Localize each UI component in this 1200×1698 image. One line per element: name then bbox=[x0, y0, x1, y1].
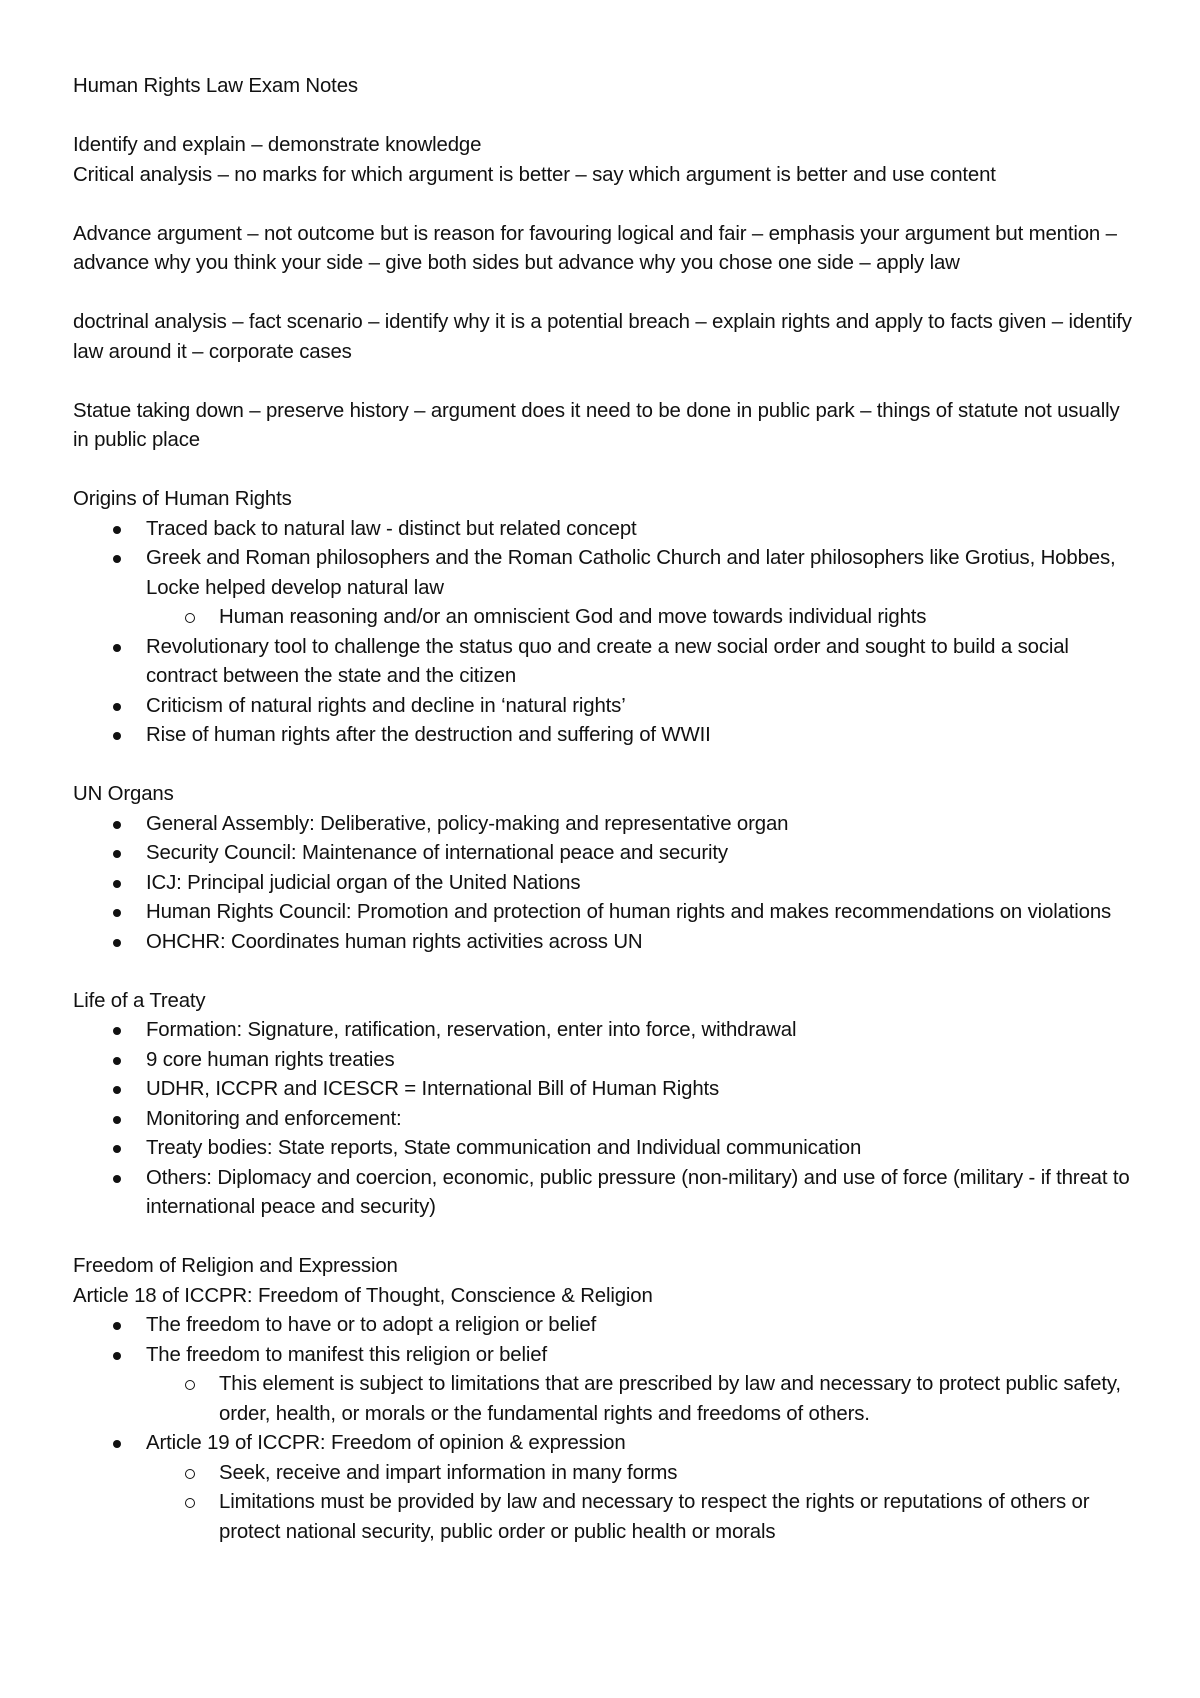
list-item: Greek and Roman philosophers and the Roman Catholic Church and later philosophers like Grotius, Hobbes, Locke helped develop natural law bbox=[73, 544, 1133, 603]
list-item: Treaty bodies: State reports, State communication and Individual communication bbox=[73, 1134, 1133, 1164]
list-item: Others: Diplomacy and coercion, economic, public pressure (non-military) and use of force (military - if threat to international peace and security) bbox=[73, 1164, 1133, 1223]
spacer bbox=[73, 102, 1133, 132]
list-item: Revolutionary tool to challenge the status quo and create a new social order and sought to build a social contract between the state and the citizen bbox=[73, 633, 1133, 692]
list-item: General Assembly: Deliberative, policy-making and representative organ bbox=[73, 810, 1133, 840]
list-item: Human Rights Council: Promotion and protection of human rights and makes recommendations on violations bbox=[73, 898, 1133, 928]
document-page bbox=[73, 72, 1133, 1547]
list-item: Rise of human rights after the destruction and suffering of WWII bbox=[73, 721, 1133, 751]
list-item: OHCHR: Coordinates human rights activities across UN bbox=[73, 928, 1133, 958]
list-item: The freedom to have or to adopt a religion or belief bbox=[73, 1311, 1133, 1341]
list-item: Article 19 of ICCPR: Freedom of opinion & expression bbox=[73, 1429, 1133, 1459]
list-item: 9 core human rights treaties bbox=[73, 1046, 1133, 1076]
sub-list-item: This element is subject to limitations that are prescribed by law and necessary to protect public safety, order, health, or morals or the fundamental rights and freedoms of others. bbox=[73, 1370, 1133, 1429]
spacer bbox=[73, 456, 1133, 486]
un-organs-heading: UN Organs bbox=[73, 783, 174, 805]
un-organs-list bbox=[73, 810, 1133, 958]
religion-heading: Freedom of Religion and Expression bbox=[73, 1255, 398, 1277]
spacer bbox=[73, 957, 1133, 987]
spacer bbox=[73, 1223, 1133, 1253]
religion-subheading: Article 18 of ICCPR: Freedom of Thought, Conscience & Religion bbox=[73, 1284, 653, 1307]
treaty-list bbox=[73, 1016, 1133, 1223]
list-item: Formation: Signature, ratification, reservation, enter into force, withdrawal bbox=[73, 1016, 1133, 1046]
origins-list bbox=[73, 515, 1133, 751]
list-item: ICJ: Principal judicial organ of the United Nations bbox=[73, 869, 1133, 899]
spacer bbox=[73, 190, 1133, 220]
doctrinal-analysis-paragraph: doctrinal analysis – fact scenario – identify why it is a potential breach – explain rights and apply to facts given – identify law around it – corporate cases bbox=[73, 311, 1132, 363]
origins-heading: Origins of Human Rights bbox=[73, 488, 292, 510]
list-item: UDHR, ICCPR and ICESCR = International Bill of Human Rights bbox=[73, 1075, 1133, 1105]
statue-paragraph: Statue taking down – preserve history – argument does it need to be done in public park – things of statute not usually in public place bbox=[73, 399, 1120, 451]
intro-line-1: Identify and explain – demonstrate knowledge bbox=[73, 134, 482, 156]
sub-list-item: Seek, receive and impart information in many forms bbox=[73, 1459, 1133, 1489]
intro-line-2: Critical analysis – no marks for which argument is better – say which argument is better and use content bbox=[73, 163, 996, 186]
sub-list-item: Limitations must be provided by law and necessary to respect the rights or reputations of others or protect national security, public order or public health or morals bbox=[73, 1488, 1133, 1547]
spacer bbox=[73, 751, 1133, 781]
religion-list bbox=[73, 1311, 1133, 1547]
list-item: Security Council: Maintenance of international peace and security bbox=[73, 839, 1133, 869]
spacer bbox=[73, 279, 1133, 309]
list-item: The freedom to manifest this religion or belief bbox=[73, 1341, 1133, 1371]
list-item: Traced back to natural law - distinct but related concept bbox=[73, 515, 1133, 545]
sub-list-item: Human reasoning and/or an omniscient God and move towards individual rights bbox=[73, 603, 1133, 633]
advance-argument-paragraph: Advance argument – not outcome but is reason for favouring logical and fair – emphasis your argument but mention – advance why you think your side – give both sides but advance why you chose one side – apply law bbox=[73, 222, 1117, 274]
list-item: Criticism of natural rights and decline in ‘natural rights’ bbox=[73, 692, 1133, 722]
treaty-heading: Life of a Treaty bbox=[73, 989, 206, 1012]
spacer bbox=[73, 367, 1133, 397]
list-item: Monitoring and enforcement: bbox=[73, 1105, 1133, 1135]
document-title: Human Rights Law Exam Notes bbox=[73, 75, 358, 97]
